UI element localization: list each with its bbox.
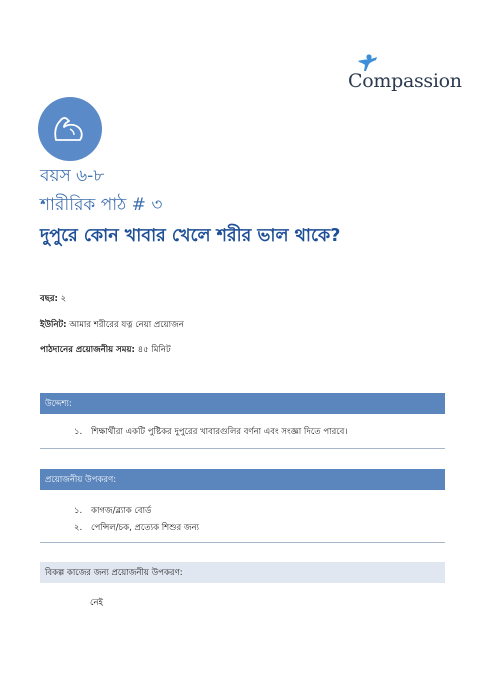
- flexed-arm-icon: [50, 112, 90, 146]
- objectives-heading: উদ্দেশ্য:: [45, 398, 72, 409]
- objective-item: [74, 425, 347, 439]
- section-divider: [40, 542, 445, 543]
- materials-header: [40, 469, 445, 490]
- logo-wordmark: Compassion: [348, 70, 462, 92]
- unit-value: আমার শরীরের যত্ন নেয়া প্রয়োজন: [69, 320, 184, 330]
- time-label: পাঠদানের প্রয়োজনীয় সময়:: [40, 345, 135, 355]
- material-item: [74, 504, 151, 518]
- lesson-badge: [38, 97, 102, 161]
- material-item: [74, 521, 199, 535]
- unit-row: [40, 318, 184, 332]
- list-text: শিক্ষার্থীরা একটি পুষ্টিকর দুপুরের খাবারগুলির বর্ণনা এবং সংজ্ঞা দিতে পারবে।: [91, 427, 348, 437]
- age-group-label: বয়স ৬-৮: [40, 166, 105, 186]
- list-text: পেন্সিল/চক, প্রত্যেক শিশুর জন্য: [91, 523, 200, 533]
- list-number: ২.: [74, 523, 83, 533]
- time-value: ৪৫ মিনিট: [137, 345, 171, 355]
- alt-materials-heading: বিকল্প কাজের জন্য প্রয়োজনীয় উপকরণ:: [45, 567, 183, 578]
- year-row: [40, 292, 66, 306]
- unit-label: ইউনিট:: [40, 320, 67, 330]
- objectives-header: [40, 393, 445, 414]
- lesson-number: শারীরিক পাঠ # ৩: [40, 195, 163, 215]
- alt-materials-header: [40, 562, 445, 583]
- list-number: ১.: [74, 506, 83, 516]
- time-row: [40, 343, 171, 357]
- alt-materials-value: নেই: [90, 598, 103, 608]
- section-divider: [40, 448, 445, 449]
- list-text: কাগজ/ব্ল্যাক বোর্ড: [91, 506, 152, 516]
- year-value: ২: [60, 294, 67, 304]
- year-label: বছর:: [40, 294, 58, 304]
- compassion-logo: [344, 54, 462, 96]
- materials-heading: প্রয়োজনীয় উপকরণ:: [45, 474, 117, 485]
- list-number: ১.: [74, 427, 83, 437]
- lesson-title: দুপুরে কোন খাবার খেলে শরীর ভাল থাকে?: [40, 226, 341, 246]
